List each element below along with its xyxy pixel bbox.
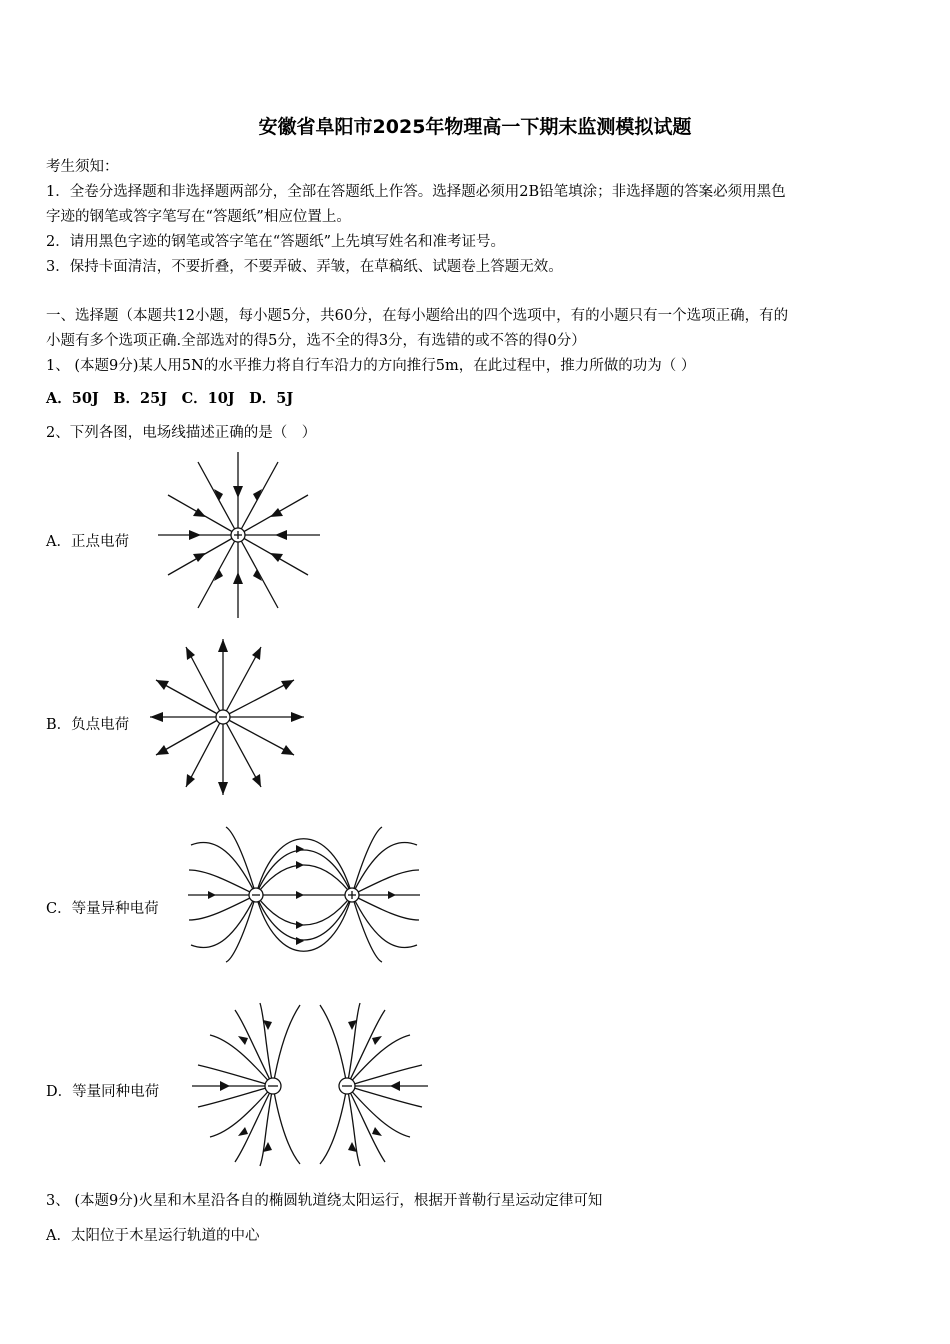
figure-unlike-charges bbox=[186, 825, 422, 963]
question-3-option-a: A．太阳位于木星运行轨道的中心 bbox=[46, 1228, 260, 1244]
notice-item-3: 3．保持卡面清洁，不要折叠，不要弄破、弄皱，在草稿纸、试题卷上答题无效。 bbox=[46, 259, 563, 275]
notice-item-2: 2．请用黑色字迹的钢笔或答字笔在“答题纸”上先填写姓名和准考证号。 bbox=[46, 234, 506, 250]
field-lines bbox=[188, 827, 420, 962]
notice-item-1-cont: 字迹的钢笔或答字笔写在“答题纸”相应位置上。 bbox=[46, 209, 351, 225]
figure-negative-charge bbox=[146, 635, 311, 800]
option-c-label: C．等量异种电荷 bbox=[46, 901, 159, 917]
option-a-label: A．正点电荷 bbox=[46, 534, 129, 550]
question-1-options: A．50J B．25J C．10J D．5J bbox=[46, 390, 294, 407]
section-intro-line2: 小题有多个选项正确.全部选对的得5分，选不全的得3分，有选错的或不答的得0分） bbox=[46, 333, 586, 349]
section-intro-line1: 一、选择题（本题共12小题，每小题5分，共60分，在每小题给出的四个选项中，有的小题只有一个选项正确，有的 bbox=[46, 308, 789, 324]
option-b-label: B．负点电荷 bbox=[46, 717, 130, 733]
page-title: 安徽省阜阳市2025年物理高一下期末监测模拟试题 bbox=[258, 116, 692, 138]
notice-item-1: 1．全卷分选择题和非选择题两部分，全部在答题纸上作答。选择题必须用2B铅笔填涂；非选择题的答案必须用黑色 bbox=[46, 184, 786, 200]
figure-positive-charge bbox=[156, 450, 326, 620]
option-d-label: D．等量同种电荷 bbox=[46, 1084, 160, 1100]
notice-heading: 考生须知： bbox=[46, 159, 119, 175]
figure-like-charges bbox=[190, 1000, 430, 1168]
question-3-stem: 3、 (本题9分)火星和木星沿各自的椭圆轨道绕太阳运行，根据开普勒行星运动定律可知 bbox=[46, 1193, 603, 1209]
field-lines bbox=[192, 1003, 428, 1166]
question-2-stem: 2、下列各图，电场线描述正确的是（ ） bbox=[46, 425, 317, 441]
question-1-stem: 1、 (本题9分)某人用5N的水平推力将自行车沿力的方向推行5m，在此过程中，推力所做的功为（ ） bbox=[46, 358, 696, 374]
